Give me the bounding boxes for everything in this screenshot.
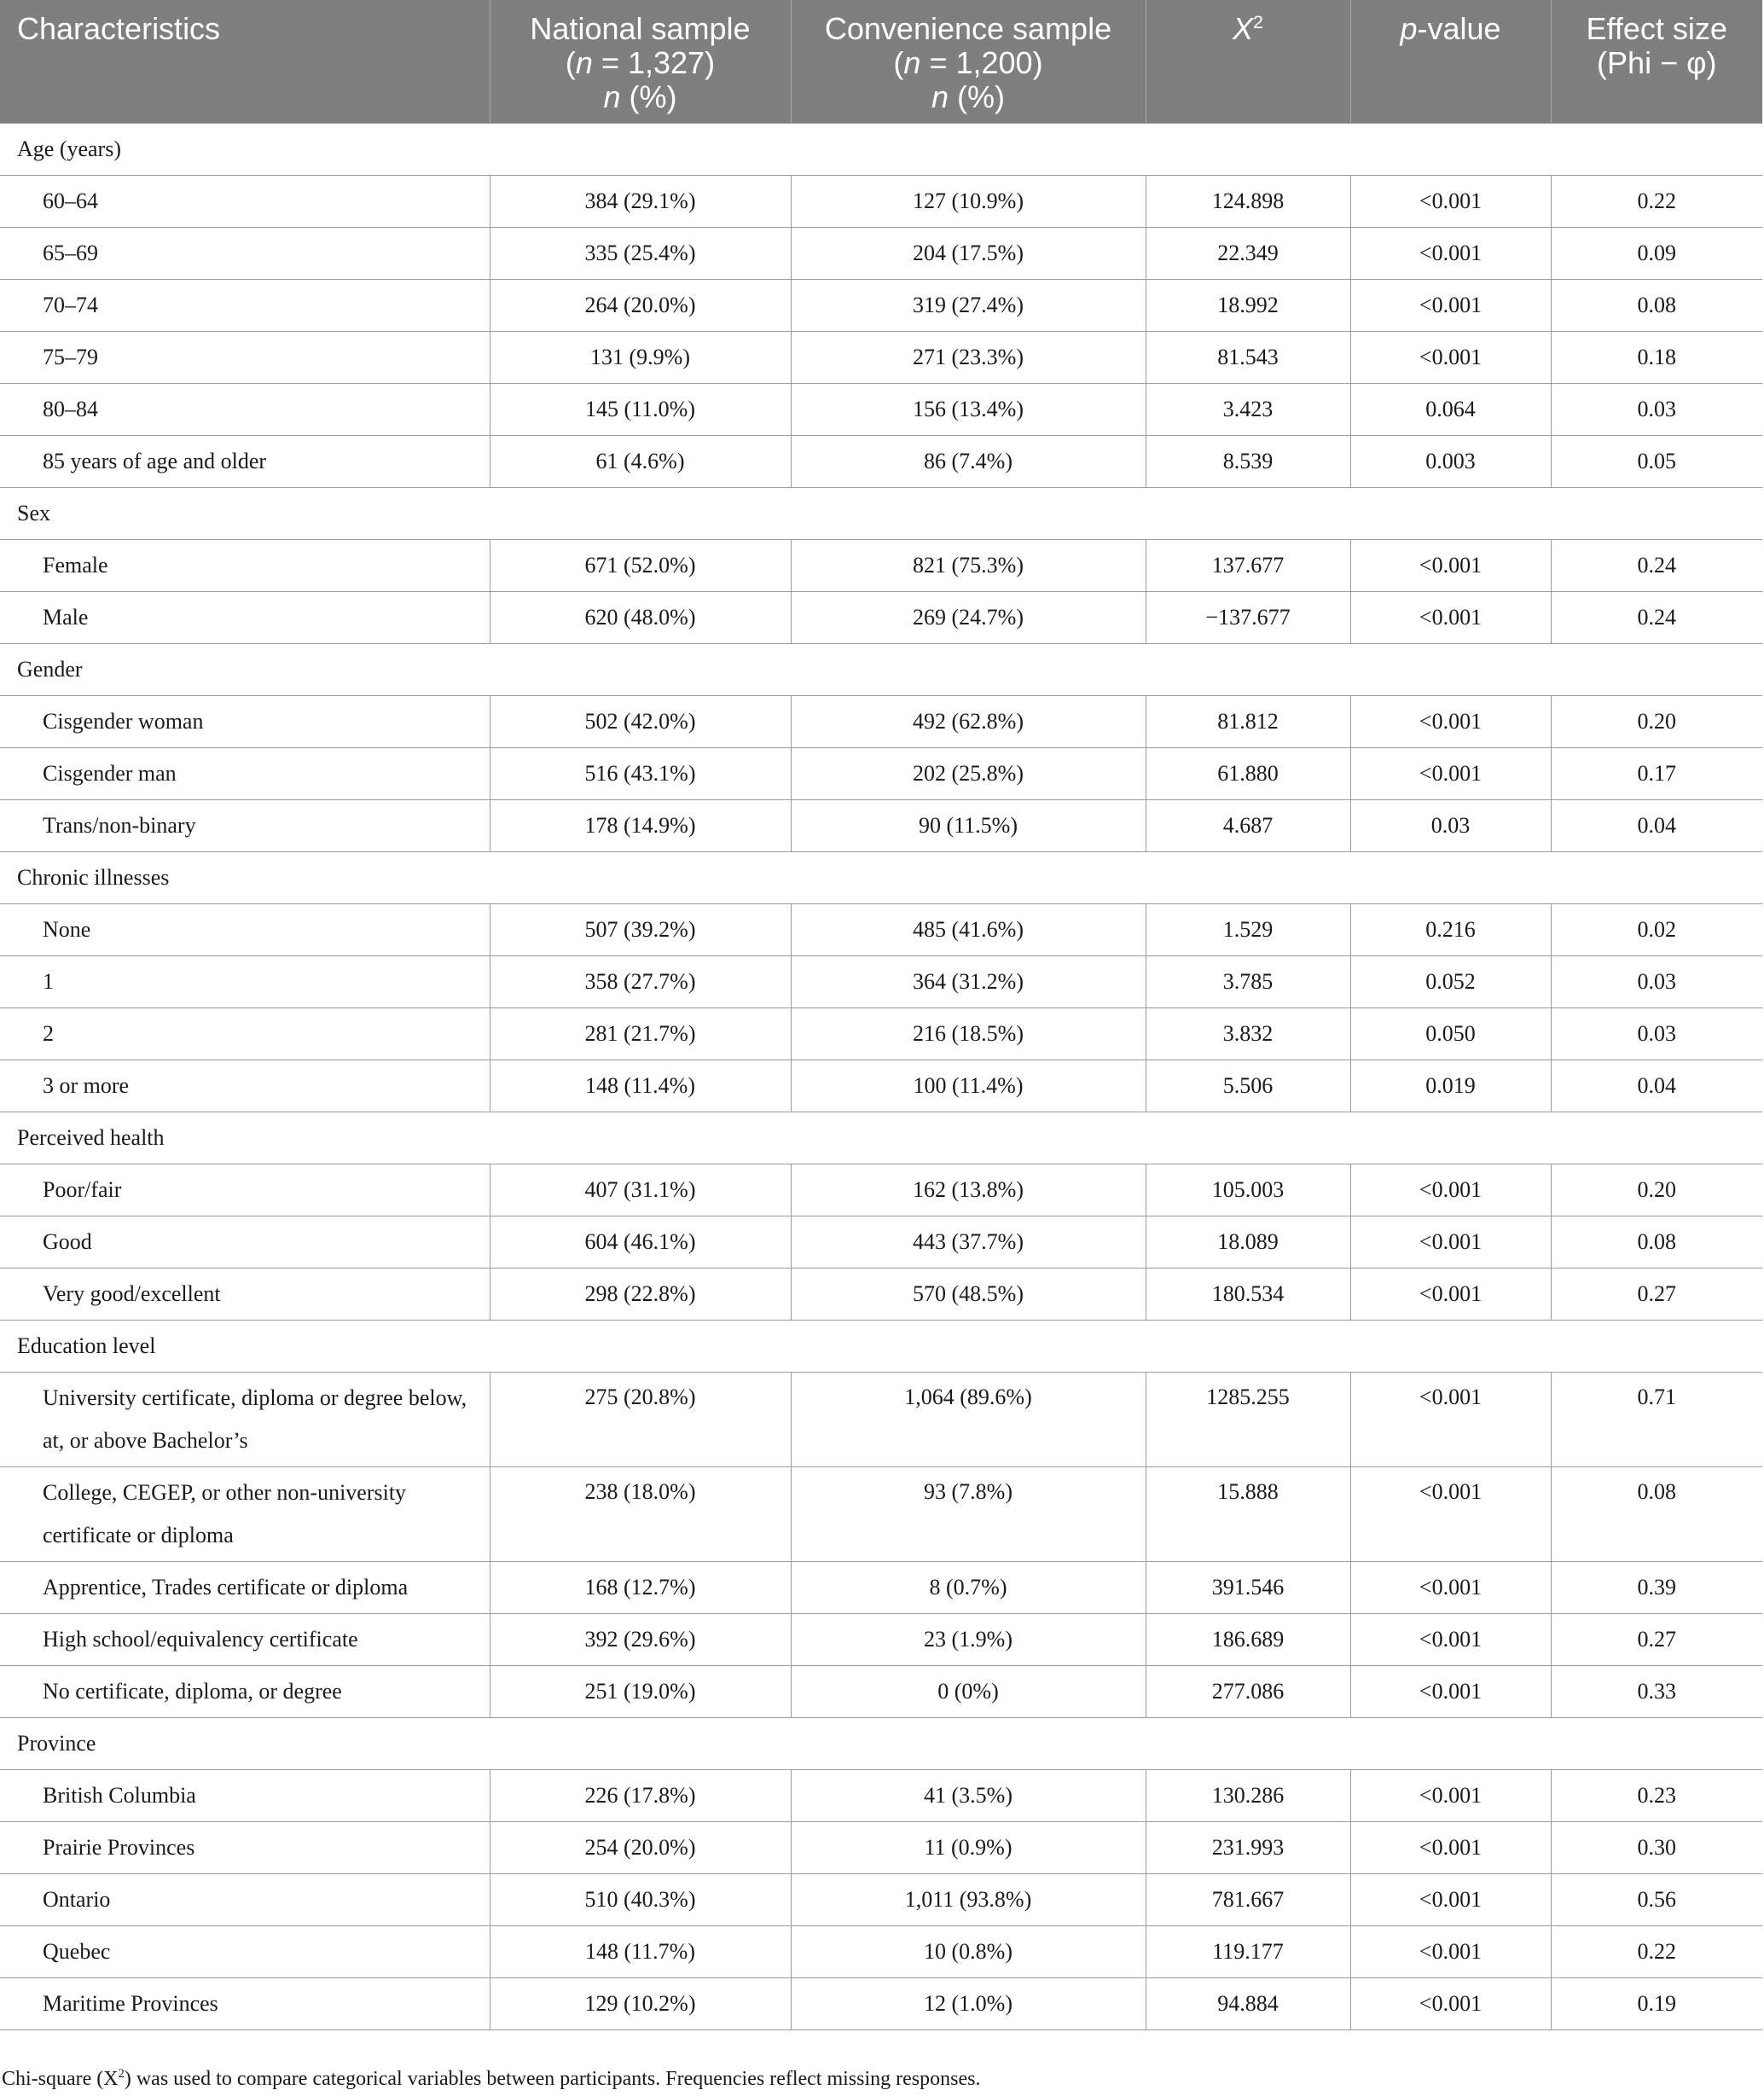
p-value-cell: <0.001 <box>1350 1978 1551 2030</box>
table-row <box>0 1008 1762 1060</box>
effect-size-cell: 0.08 <box>1551 1467 1762 1562</box>
row-label: 70–74 <box>0 280 490 332</box>
effect-size-cell: 0.20 <box>1551 696 1762 748</box>
convenience-cell: 86 (7.4%) <box>791 436 1146 488</box>
national-cell: 502 (42.0%) <box>490 696 791 748</box>
section-label: Chronic illnesses <box>0 852 1762 904</box>
national-cell: 264 (20.0%) <box>490 280 791 332</box>
chi-square-cell: 18.089 <box>1146 1216 1350 1269</box>
table-row <box>0 1822 1762 1874</box>
table-row <box>0 1373 1762 1467</box>
national-cell: 251 (19.0%) <box>490 1666 791 1718</box>
chi-square-cell: 105.003 <box>1146 1164 1350 1216</box>
effect-size-cell: 0.71 <box>1551 1373 1762 1467</box>
national-cell: 335 (25.4%) <box>490 228 791 280</box>
row-label: High school/equivalency certificate <box>0 1614 490 1666</box>
section-label: Gender <box>0 644 1762 696</box>
national-cell: 604 (46.1%) <box>490 1216 791 1269</box>
convenience-cell: 1,064 (89.6%) <box>791 1373 1146 1467</box>
effect-size-cell: 0.08 <box>1551 1216 1762 1269</box>
row-label: Good <box>0 1216 490 1269</box>
national-cell: 510 (40.3%) <box>490 1874 791 1926</box>
table-row <box>0 1926 1762 1978</box>
national-cell: 392 (29.6%) <box>490 1614 791 1666</box>
convenience-cell: 41 (3.5%) <box>791 1770 1146 1822</box>
convenience-cell: 204 (17.5%) <box>791 228 1146 280</box>
header-chi-square: $X^2$ <box>1146 0 1350 124</box>
row-label: 2 <box>0 1008 490 1060</box>
chi-square-cell: 231.993 <box>1146 1822 1350 1874</box>
table-row <box>0 1874 1762 1926</box>
chi-square-cell: 130.286 <box>1146 1770 1350 1822</box>
national-cell: 178 (14.9%) <box>490 800 791 852</box>
table-row <box>0 1770 1762 1822</box>
national-cell: 671 (52.0%) <box>490 540 791 592</box>
chi-square-cell: 3.832 <box>1146 1008 1350 1060</box>
p-value-cell: 0.019 <box>1350 1060 1551 1112</box>
section-label: Age (years) <box>0 124 1762 176</box>
p-value-cell: <0.001 <box>1350 1614 1551 1666</box>
p-value-cell: <0.001 <box>1350 1269 1551 1321</box>
convenience-cell: 443 (37.7%) <box>791 1216 1146 1269</box>
national-cell: 129 (10.2%) <box>490 1978 791 2030</box>
row-label: Trans/non-binary <box>0 800 490 852</box>
table-row <box>0 540 1762 592</box>
chi-square-cell: 18.992 <box>1146 280 1350 332</box>
row-label: Very good/excellent <box>0 1269 490 1321</box>
effect-size-cell: 0.03 <box>1551 384 1762 436</box>
chi-square-cell: 186.689 <box>1146 1614 1350 1666</box>
row-label: British Columbia <box>0 1770 490 1822</box>
p-value-cell: <0.001 <box>1350 1822 1551 1874</box>
chi-square-cell: 4.687 <box>1146 800 1350 852</box>
effect-size-cell: 0.27 <box>1551 1269 1762 1321</box>
p-value-cell: <0.001 <box>1350 1562 1551 1614</box>
effect-size-cell: 0.24 <box>1551 592 1762 644</box>
convenience-cell: 0 (0%) <box>791 1666 1146 1718</box>
table-row <box>0 1978 1762 2030</box>
chi-square-cell: 781.667 <box>1146 1874 1350 1926</box>
effect-size-cell: 0.33 <box>1551 1666 1762 1718</box>
table-body <box>0 124 1762 2030</box>
header-convenience-sample: Convenience sample (n = 1,200) n (%) <box>791 0 1146 124</box>
row-label: Female <box>0 540 490 592</box>
national-cell: 168 (12.7%) <box>490 1562 791 1614</box>
header-national-title: National sample <box>530 11 751 46</box>
national-cell: 61 (4.6%) <box>490 436 791 488</box>
p-value-cell: <0.001 <box>1350 1164 1551 1216</box>
national-cell: 145 (11.0%) <box>490 384 791 436</box>
row-label: Poor/fair <box>0 1164 490 1216</box>
table-row <box>0 1060 1762 1112</box>
table-row <box>0 1562 1762 1614</box>
row-label: 1 <box>0 956 490 1008</box>
effect-size-cell: 0.03 <box>1551 1008 1762 1060</box>
row-label: 75–79 <box>0 332 490 384</box>
effect-size-cell: 0.22 <box>1551 1926 1762 1978</box>
section-row <box>0 1718 1762 1770</box>
table-row <box>0 1269 1762 1321</box>
effect-size-cell: 0.09 <box>1551 228 1762 280</box>
chi-square-cell: 1285.255 <box>1146 1373 1350 1467</box>
table-row <box>0 748 1762 800</box>
effect-size-cell: 0.23 <box>1551 1770 1762 1822</box>
table-row <box>0 332 1762 384</box>
header-convenience-title: Convenience sample <box>824 11 1112 46</box>
p-value-cell: <0.001 <box>1350 1373 1551 1467</box>
convenience-cell: 23 (1.9%) <box>791 1614 1146 1666</box>
table-row <box>0 228 1762 280</box>
convenience-cell: 156 (13.4%) <box>791 384 1146 436</box>
row-label: Quebec <box>0 1926 490 1978</box>
effect-size-cell: 0.02 <box>1551 904 1762 956</box>
row-label: 85 years of age and older <box>0 436 490 488</box>
table-row <box>0 176 1762 228</box>
national-cell: 238 (18.0%) <box>490 1467 791 1562</box>
table-footnote: Chi-square $(X^2)$ was used to compare categorical variables between participants. Frequencies reflect missing responses. <box>2 2067 981 2090</box>
row-label: Male <box>0 592 490 644</box>
effect-size-cell: 0.17 <box>1551 748 1762 800</box>
convenience-cell: 100 (11.4%) <box>791 1060 1146 1112</box>
table-row <box>0 436 1762 488</box>
national-cell: 620 (48.0%) <box>490 592 791 644</box>
header-row <box>0 0 1762 124</box>
p-value-cell: 0.216 <box>1350 904 1551 956</box>
national-cell: 148 (11.4%) <box>490 1060 791 1112</box>
effect-size-cell: 0.03 <box>1551 956 1762 1008</box>
national-cell: 148 (11.7%) <box>490 1926 791 1978</box>
table-row <box>0 1467 1762 1562</box>
convenience-cell: 364 (31.2%) <box>791 956 1146 1008</box>
section-row <box>0 124 1762 176</box>
convenience-cell: 485 (41.6%) <box>791 904 1146 956</box>
section-label: Perceived health <box>0 1112 1762 1164</box>
convenience-cell: 271 (23.3%) <box>791 332 1146 384</box>
header-national-n: = 1,327) <box>592 45 716 80</box>
p-value-cell: <0.001 <box>1350 592 1551 644</box>
p-value-cell: <0.001 <box>1350 1926 1551 1978</box>
section-row <box>0 644 1762 696</box>
section-label: Education level <box>0 1321 1762 1373</box>
section-row <box>0 1321 1762 1373</box>
national-cell: 275 (20.8%) <box>490 1373 791 1467</box>
row-label: College, CEGEP, or other non-university certificate or diploma <box>0 1467 490 1562</box>
section-label: Sex <box>0 488 1762 540</box>
table-row <box>0 696 1762 748</box>
table-row <box>0 592 1762 644</box>
table-row <box>0 800 1762 852</box>
chi-square-cell: 81.812 <box>1146 696 1350 748</box>
convenience-cell: 492 (62.8%) <box>791 696 1146 748</box>
table-row <box>0 1164 1762 1216</box>
effect-size-cell: 0.39 <box>1551 1562 1762 1614</box>
chi-square-cell: 124.898 <box>1146 176 1350 228</box>
p-value-cell: <0.001 <box>1350 1467 1551 1562</box>
p-value-cell: <0.001 <box>1350 696 1551 748</box>
row-label: 3 or more <box>0 1060 490 1112</box>
effect-size-cell: 0.24 <box>1551 540 1762 592</box>
row-label: No certificate, diploma, or degree <box>0 1666 490 1718</box>
chi-square-cell: 81.543 <box>1146 332 1350 384</box>
chi-square-cell: −137.677 <box>1146 592 1350 644</box>
convenience-cell: 216 (18.5%) <box>791 1008 1146 1060</box>
section-row <box>0 1112 1762 1164</box>
effect-size-cell: 0.08 <box>1551 280 1762 332</box>
convenience-cell: 10 (0.8%) <box>791 1926 1146 1978</box>
row-label: Apprentice, Trades certificate or diploma <box>0 1562 490 1614</box>
table-row <box>0 1614 1762 1666</box>
p-value-cell: <0.001 <box>1350 1874 1551 1926</box>
section-row <box>0 852 1762 904</box>
national-cell: 358 (27.7%) <box>490 956 791 1008</box>
row-label: Maritime Provinces <box>0 1978 490 2030</box>
national-cell: 131 (9.9%) <box>490 332 791 384</box>
convenience-cell: 319 (27.4%) <box>791 280 1146 332</box>
national-cell: 254 (20.0%) <box>490 1822 791 1874</box>
effect-size-cell: 0.04 <box>1551 800 1762 852</box>
row-label: 65–69 <box>0 228 490 280</box>
convenience-cell: 127 (10.9%) <box>791 176 1146 228</box>
convenience-cell: 11 (0.9%) <box>791 1822 1146 1874</box>
p-value-cell: 0.03 <box>1350 800 1551 852</box>
chi-square-cell: 61.880 <box>1146 748 1350 800</box>
chi-square-cell: 22.349 <box>1146 228 1350 280</box>
p-value-cell: <0.001 <box>1350 1216 1551 1269</box>
convenience-cell: 8 (0.7%) <box>791 1562 1146 1614</box>
row-label: Prairie Provinces <box>0 1822 490 1874</box>
national-cell: 281 (21.7%) <box>490 1008 791 1060</box>
section-row <box>0 488 1762 540</box>
row-label: 60–64 <box>0 176 490 228</box>
chi-square-cell: 391.546 <box>1146 1562 1350 1614</box>
convenience-cell: 90 (11.5%) <box>791 800 1146 852</box>
chi-square-cell: 8.539 <box>1146 436 1350 488</box>
national-cell: 507 (39.2%) <box>490 904 791 956</box>
effect-size-cell: 0.27 <box>1551 1614 1762 1666</box>
effect-size-cell: 0.04 <box>1551 1060 1762 1112</box>
convenience-cell: 202 (25.8%) <box>791 748 1146 800</box>
section-label: Province <box>0 1718 1762 1770</box>
chi-square-cell: 180.534 <box>1146 1269 1350 1321</box>
p-value-cell: 0.064 <box>1350 384 1551 436</box>
chi-square-cell: 15.888 <box>1146 1467 1350 1562</box>
chi-square-cell: 1.529 <box>1146 904 1350 956</box>
header-effect-size: Effect size (Phi − φ) <box>1551 0 1762 124</box>
row-label: None <box>0 904 490 956</box>
chi-square-cell: 5.506 <box>1146 1060 1350 1112</box>
p-value-cell: <0.001 <box>1350 748 1551 800</box>
p-value-cell: 0.050 <box>1350 1008 1551 1060</box>
header-national-sample: National sample (n = 1,327) n (%) <box>490 0 791 124</box>
convenience-cell: 269 (24.7%) <box>791 592 1146 644</box>
row-label: University certificate, diploma or degree below, at, or above Bachelor’s <box>0 1373 490 1467</box>
p-value-cell: <0.001 <box>1350 1770 1551 1822</box>
table-row <box>0 384 1762 436</box>
effect-size-cell: 0.20 <box>1551 1164 1762 1216</box>
p-value-cell: <0.001 <box>1350 1666 1551 1718</box>
convenience-cell: 1,011 (93.8%) <box>791 1874 1146 1926</box>
p-value-cell: 0.052 <box>1350 956 1551 1008</box>
table-row <box>0 904 1762 956</box>
row-label: 80–84 <box>0 384 490 436</box>
national-cell: 226 (17.8%) <box>490 1770 791 1822</box>
p-value-cell: <0.001 <box>1350 176 1551 228</box>
p-value-cell: 0.003 <box>1350 436 1551 488</box>
effect-size-cell: 0.22 <box>1551 176 1762 228</box>
effect-size-cell: 0.56 <box>1551 1874 1762 1926</box>
chi-square-cell: 137.677 <box>1146 540 1350 592</box>
convenience-cell: 93 (7.8%) <box>791 1467 1146 1562</box>
effect-size-cell: 0.05 <box>1551 436 1762 488</box>
table-row <box>0 956 1762 1008</box>
national-cell: 298 (22.8%) <box>490 1269 791 1321</box>
chi-square-cell: 3.785 <box>1146 956 1350 1008</box>
table-row <box>0 1666 1762 1718</box>
convenience-cell: 12 (1.0%) <box>791 1978 1146 2030</box>
row-label: Ontario <box>0 1874 490 1926</box>
chi-square-cell: 119.177 <box>1146 1926 1350 1978</box>
effect-size-cell: 0.18 <box>1551 332 1762 384</box>
p-value-cell: <0.001 <box>1350 540 1551 592</box>
table-row <box>0 280 1762 332</box>
p-value-cell: <0.001 <box>1350 332 1551 384</box>
chi-square-cell: 3.423 <box>1146 384 1350 436</box>
effect-size-cell: 0.19 <box>1551 1978 1762 2030</box>
chi-square-cell: 94.884 <box>1146 1978 1350 2030</box>
row-label: Cisgender woman <box>0 696 490 748</box>
convenience-cell: 162 (13.8%) <box>791 1164 1146 1216</box>
header-convenience-n: = 1,200) <box>920 45 1043 80</box>
convenience-cell: 570 (48.5%) <box>791 1269 1146 1321</box>
p-value-cell: <0.001 <box>1350 228 1551 280</box>
chi-square-cell: 277.086 <box>1146 1666 1350 1718</box>
convenience-cell: 821 (75.3%) <box>791 540 1146 592</box>
national-cell: 384 (29.1%) <box>490 176 791 228</box>
national-cell: 516 (43.1%) <box>490 748 791 800</box>
header-p-value: p-value <box>1350 0 1551 124</box>
national-cell: 407 (31.1%) <box>490 1164 791 1216</box>
row-label: Cisgender man <box>0 748 490 800</box>
header-characteristics: Characteristics <box>0 0 490 124</box>
table-row <box>0 1216 1762 1269</box>
p-value-cell: <0.001 <box>1350 280 1551 332</box>
effect-size-cell: 0.30 <box>1551 1822 1762 1874</box>
